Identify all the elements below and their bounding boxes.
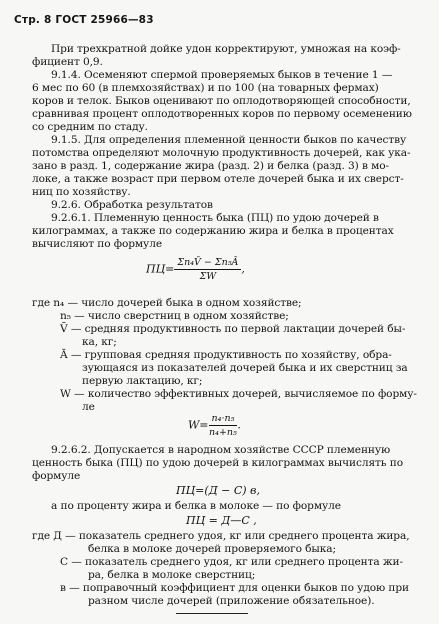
paragraph-line: 9.1.4. Осеменяют спермой проверяемых быков в течение 1 — (51, 69, 393, 81)
paragraph-line: При трехкратной дойке удон корректируют, умножая на коэф- (51, 43, 401, 55)
definition-line: в — поправочный коэффициент для оценки быков по удою при (60, 582, 410, 594)
definition-line: зующаяся из показателей дочерей быка и их сверстниц за (82, 362, 408, 374)
paragraph-line: со средним по стаду. (32, 121, 148, 133)
formula-denominator: n₄+n₅ (209, 427, 237, 438)
formula-pc-simplified: ПЦ=(Д − С) в, (176, 484, 260, 497)
closing-rule (176, 613, 248, 614)
paragraph-line: локе, а также возраст при первом отеле дочерей быка и их сверст- (32, 173, 404, 185)
paragraph-line: потомства определяют молочную продуктивность дочерей, как ука- (32, 147, 411, 159)
definition-line: первую лактацию, кг; (82, 375, 203, 387)
paragraph-line: 9.2.6.1. Племенную ценность быка (ПЦ) по удою дочерей в (51, 212, 379, 224)
paragraph-line: 9.2.6.2. Допускается в народном хозяйстве СССР племенную (51, 444, 391, 456)
formula-lhs: ПЦ= (146, 262, 175, 276)
paragraph-line: формуле (32, 470, 81, 482)
paragraph-line: а по проценту жира и белка в молоке — по формуле (51, 500, 341, 512)
paragraph-line: килограммах, а также по содержанию жира и белка в процентах (32, 225, 394, 237)
formula-numerator: Σn₄V̄ − Σn₅Ā (174, 257, 241, 270)
definition-line: W — количество эффективных дочерей, вычисляемое по форму- (60, 388, 417, 400)
definition-line: белка в молоке дочерей проверяемого быка; (88, 543, 336, 555)
paragraph-line: сравнивая процент оплодотворенных коров по первому осеменению (32, 108, 412, 120)
definition-line: ка, кг; (82, 336, 117, 348)
formula-w (188, 413, 241, 438)
paragraph-line: 6 мес по 60 (в племхозяйствах) и по 100 (на товарных фермах) (32, 82, 379, 94)
formula-numerator: n₄·n₅ (209, 413, 238, 426)
definition-line: ле (82, 401, 95, 413)
paragraph-line: фициент 0,9. (32, 56, 103, 68)
paragraph-line: коров и телок. Быков оценивают по оплодотворяющей способности, (32, 95, 411, 107)
formula-fraction (174, 257, 241, 282)
paragraph-line: зано в разд. 1, содержание жира (разд. 2) и белка (разд. 3) в мо- (32, 160, 389, 172)
definition-line: ра, белка в молоке сверстниц; (88, 569, 256, 581)
formula-pc (146, 257, 245, 282)
paragraph-line: ниц по хозяйству. (32, 186, 131, 198)
formula-pc-difference: ПЦ = Д—С , (186, 514, 257, 527)
formula-tail: , (241, 262, 245, 276)
section-heading: 9.2.6. Обработка результатов (51, 199, 213, 211)
definition-line: Ā — групповая средняя продуктивность по хозяйству, обра- (60, 349, 392, 361)
page-header: Стр. 8 ГОСТ 25966—83 (14, 14, 154, 26)
paragraph-line: вычисляют по формуле (32, 238, 162, 250)
formula-tail: . (237, 418, 241, 432)
definition-line: где n₄ — число дочерей быка в одном хозяйстве; (32, 297, 302, 309)
definition-line: n₅ — число сверстниц в одном хозяйстве; (60, 310, 289, 322)
definition-line: разном числе дочерей (приложение обязательное). (88, 595, 375, 607)
formula-lhs: W= (188, 418, 209, 432)
definition-line: С — показатель среднего удоя, кг или среднего процента жи- (60, 556, 403, 568)
formula-fraction (209, 413, 238, 438)
definition-line: V̄ — средняя продуктивность по первой лактации дочерей бы- (60, 323, 406, 335)
paragraph-line: ценность быка (ПЦ) по удою дочерей в килограммах вычислять по (32, 457, 403, 469)
definition-line: где Д — показатель среднего удоя, кг или среднего процента жира, (32, 530, 410, 542)
formula-denominator: ΣW (199, 271, 217, 282)
paragraph-line: 9.1.5. Для определения племенной ценности быков по качеству (51, 134, 407, 146)
